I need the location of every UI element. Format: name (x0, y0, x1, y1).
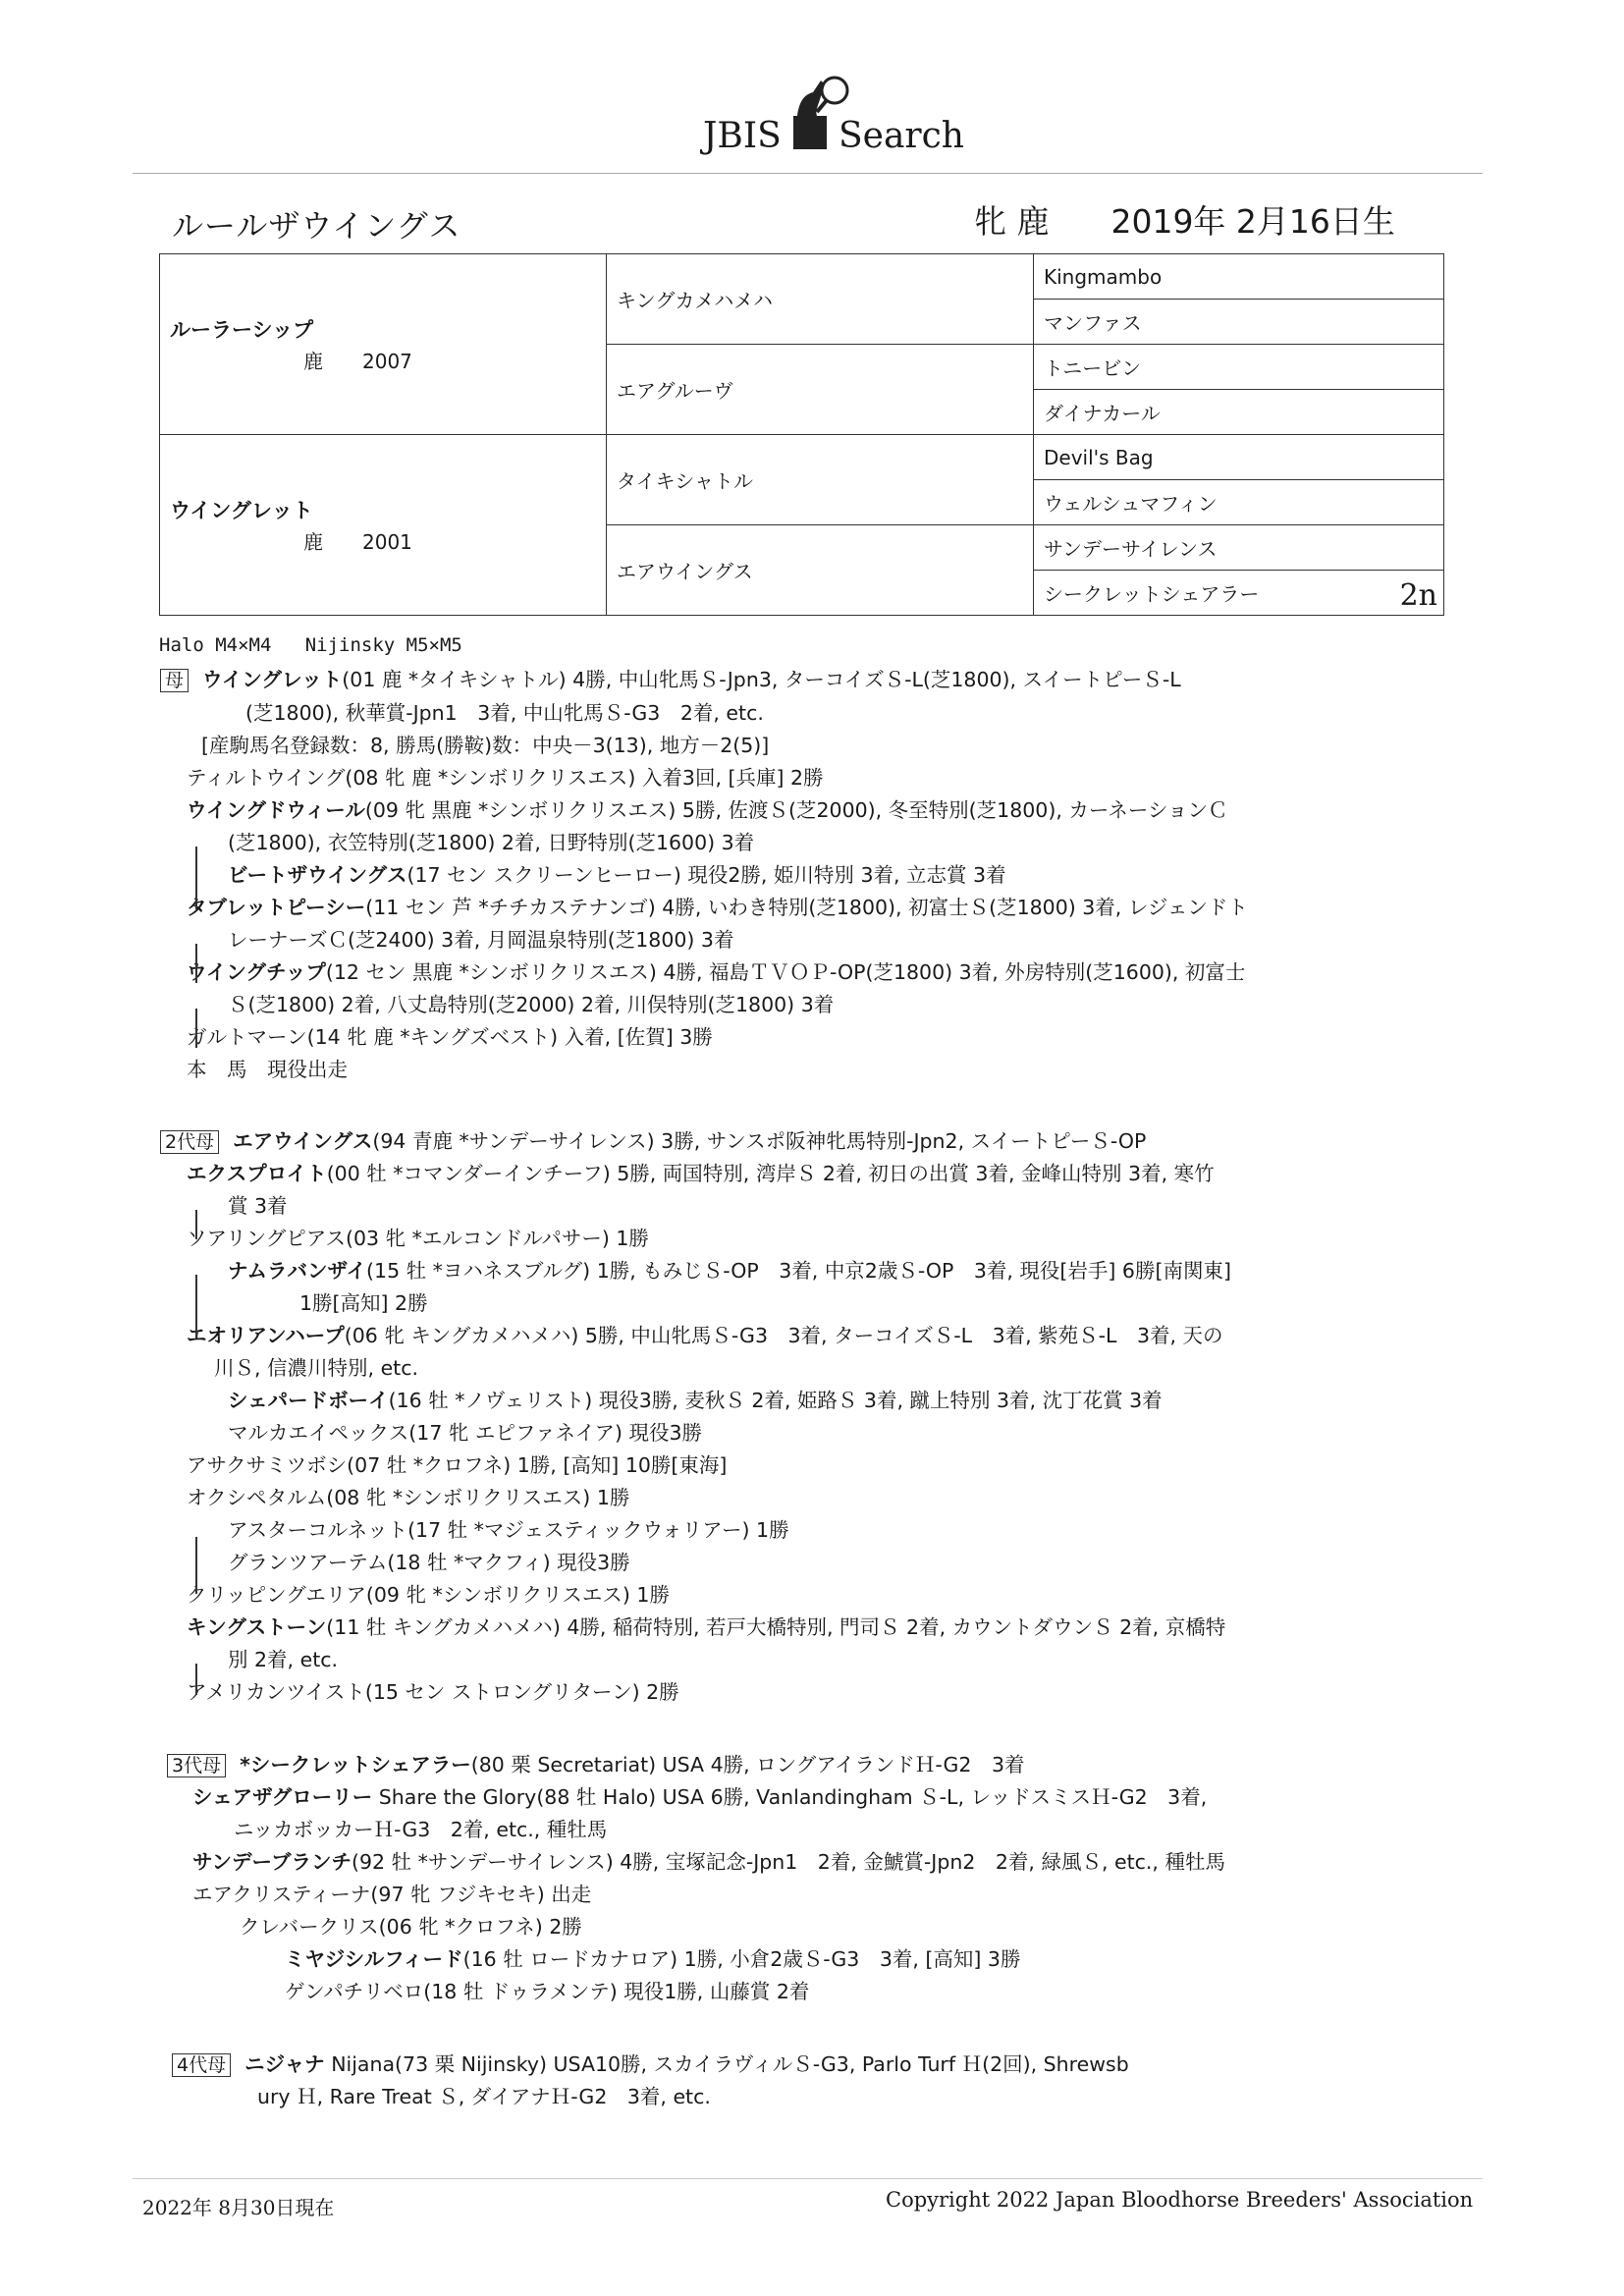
family-line (201, 732, 769, 759)
family-line (228, 829, 754, 856)
branch-bar (195, 1275, 197, 1338)
family-line (228, 1419, 702, 1447)
family-line (228, 1387, 1163, 1414)
logo-text-search: Search (839, 116, 964, 156)
horse-name-bold: キングストーン (187, 1615, 327, 1639)
family-line (228, 991, 834, 1018)
logo-text-jbis: JBIS (703, 116, 782, 156)
horse-name-bold: シェアザグローリー (192, 1785, 373, 1809)
record-text: (15 牡 *ヨハネスブルグ) 1勝, もみじＳ-OP 3着, 中京2歳Ｓ-OP 3着, 現役[岩手] 6勝[南関東] (366, 1259, 1231, 1283)
family-line (187, 894, 1248, 921)
family-line (285, 1945, 1020, 1973)
record-text: 1勝[高知] 2勝 (299, 1291, 428, 1315)
family-line (187, 1613, 1225, 1641)
record-text: (06 牝 キングカメハメハ) 5勝, 中山牝馬Ｓ-G3 3着, ターコイズＳ-L 3着, 紫苑Ｓ-L 3着, 天の (344, 1324, 1223, 1347)
branch-bar (195, 1537, 197, 1594)
record-text: (09 牝 黒鹿 *シンボリクリスエス) 5勝, 佐渡Ｓ(芝2000), 冬至特別(芝1800), カーネーションＣ (364, 798, 1228, 822)
family-line (187, 1484, 629, 1511)
sire-color-year: 鹿 2007 (303, 350, 412, 373)
dam-line-header (172, 2050, 1129, 2078)
record-text: 別 2着, etc. (228, 1648, 339, 1671)
pedigree-table (159, 253, 1444, 616)
horse-name-bold: ビートザウイングス (228, 863, 407, 887)
family-line (228, 861, 1006, 889)
gen3-cell: ウェルシュマフィン (1034, 480, 1444, 525)
record-text: クレバークリス(06 牝 *クロフネ) 2勝 (240, 1915, 582, 1939)
family-line (187, 1678, 679, 1706)
family-line (245, 699, 764, 727)
record-text: (12 セン 黒鹿 *シンボリクリスエス) 4勝, 福島ＴＶＯＰ-OP(芝1800) 3着, 外房特別(芝1600), 初富士 (325, 960, 1246, 984)
inbreeding-note: Halo M4×M4 Nijinsky M5×M5 (159, 634, 462, 656)
family-line (192, 1881, 591, 1908)
dam-name: ウイングレット (170, 499, 313, 522)
record-text: (11 セン 芦 *チチカステナンゴ) 4勝, いわき特別(芝1800), 初富士Ｓ(芝1800) 3着, レジェンドト (365, 896, 1248, 919)
record-text: ティルトウイング(08 牝 鹿 *シンボリクリスエス) 入着3回, [兵庫] 2勝 (187, 766, 824, 790)
family-line (228, 1549, 630, 1576)
gen3-cell: ダイナカール (1034, 390, 1444, 435)
jbis-search-logo (699, 61, 964, 159)
generation-tag: 母 (160, 669, 189, 692)
record-text: (00 牡 *コマンダーインチーフ) 5勝, 両国特別, 湾岸Ｓ 2着, 初日の出賞 3着, 金峰山特別 3着, 寒竹 (326, 1162, 1215, 1185)
record-text: ゲンパチリベロ(18 牡 ドゥラメンテ) 現役1勝, 山藤賞 2着 (285, 1980, 810, 2003)
horse-name-bold: ミヤジシルフィード (285, 1947, 463, 1971)
family-line (285, 1978, 809, 2005)
header-divider (133, 173, 1483, 174)
horse-sex-birth (974, 196, 1395, 243)
family-line (299, 1289, 428, 1317)
family-line (228, 1646, 338, 1673)
sire-cell (160, 254, 607, 435)
record-text: (芝1800), 衣笠特別(芝1800) 2着, 日野特別(芝1600) 3着 (228, 831, 755, 854)
record-text: ニッカボッカーＨ-G3 2着, etc., 種牡馬 (234, 1818, 608, 1841)
record-text: アスターコルネット(17 牡 *マジェスティックウォリアー) 1勝 (228, 1518, 789, 1542)
horse-name-bold: エオリアンハープ (187, 1324, 345, 1347)
generation-tag: 3代母 (167, 1754, 226, 1777)
gen3-cell: マンファス (1034, 300, 1444, 345)
record-text: Nijana(73 栗 Nijinsky) USA10勝, スカイラヴィルＳ-G3, Parlo Turf Ｈ(2回), Shrewsb (324, 2052, 1129, 2076)
family-line (192, 1848, 1225, 1876)
horse-name-bold: ウイングチップ (187, 960, 326, 984)
branch-bar (195, 1210, 197, 1239)
dam-line-header (167, 1751, 1025, 1778)
horse-name-bold: ウイングドウィール (187, 798, 365, 822)
record-text: (17 セン スクリーンヒーロー) 現役2勝, 姫川特別 3着, 立志賞 3着 (406, 863, 1006, 887)
record-text: (芝1800), 秋華賞-Jpn1 3着, 中山牝馬Ｓ-G3 2着, etc. (245, 701, 764, 725)
dam-line-header (160, 1127, 1146, 1155)
branch-bar (195, 1664, 197, 1695)
record-text: クリッピングエリア(09 牝 *シンボリクリスエス) 1勝 (187, 1583, 670, 1607)
gen3-cell: サンデーサイレンス (1034, 525, 1444, 571)
family-line (187, 796, 1228, 824)
record-text: ury Ｈ, Rare Treat Ｓ, ダイアナＨ-G2 3着, etc. (257, 2085, 711, 2108)
family-line (187, 1451, 727, 1479)
record-text: (94 青鹿 *サンデーサイレンス) 3勝, サンスポ阪神牝馬特別-Jpn2, スイートピーＳ-OP (372, 1129, 1147, 1153)
record-text: ガルトマーン(14 牝 鹿 *キングズベスト) 入着, [佐賀] 3勝 (187, 1025, 713, 1049)
record-text: (01 鹿 *タイキシャトル) 4勝, 中山牝馬Ｓ-Jpn3, ターコイズＳ-L(芝1800), スイートピーＳ-L (342, 668, 1181, 691)
sire-name: ルーラーシップ (170, 318, 314, 342)
family-line (257, 2083, 711, 2110)
family-line (187, 764, 824, 792)
horse-name-bold: タブレットピーシー (187, 896, 366, 919)
family-line (214, 1354, 418, 1382)
cross-mark: 2n (1399, 578, 1437, 613)
record-text: オクシペタルム(08 牝 *シンボリクリスエス) 1勝 (187, 1486, 630, 1509)
horse-name: ルールザウイングス (172, 207, 461, 245)
as-of-date: 2022年 8月30日現在 (142, 2196, 335, 2219)
gen2-dam-sire: タイキシャトル (607, 435, 1034, 525)
record-text: Share the Glory(88 牡 Halo) USA 6勝, Vanlandingham Ｓ-L, レッドスミスＨ-G2 3着, (372, 1785, 1208, 1809)
family-line (228, 1516, 789, 1544)
family-line (187, 1581, 670, 1609)
record-text: ソアリングピアス(03 牝 *エルコンドルパサー) 1勝 (187, 1227, 649, 1250)
record-text: アサクサミツボシ(07 牡 *クロフネ) 1勝, [高知] 10勝[東海] (187, 1453, 728, 1477)
dam-line-header (160, 666, 1181, 693)
gen3-cell: トニービン (1034, 345, 1444, 390)
dam-color-year: 鹿 2001 (303, 530, 412, 554)
generation-tag: 4代母 (172, 2053, 231, 2077)
branch-bar (195, 944, 197, 983)
family-line (228, 926, 733, 954)
record-text: 賞 3着 (228, 1194, 288, 1218)
record-text: Ｓ(芝1800) 2着, 八丈島特別(芝2000) 2着, 川俣特別(芝1800) 3着 (228, 993, 835, 1016)
record-text: (16 牡 ロードカナロア) 1勝, 小倉2歳Ｓ-G3 3着, [高知] 3勝 (462, 1947, 1021, 1971)
record-text: (11 牡 キングカメハメハ) 4勝, 稲荷特別, 若戸大橋特別, 門司Ｓ 2着, カウントダウンＳ 2着, 京橋特 (326, 1615, 1226, 1639)
family-line (228, 1192, 288, 1220)
horse-name-bold: エアウイングス (233, 1129, 373, 1153)
gen3-cell: Devil's Bag (1034, 435, 1444, 480)
record-text: [産駒馬名登録数：8, 勝馬(勝鞍)数：中央－3(13), 地方－2(5)] (201, 734, 770, 757)
horse-name-bold: *シークレットシェアラー (240, 1753, 471, 1777)
family-line (187, 1322, 1223, 1349)
family-line (234, 1816, 607, 1843)
family-line (187, 1023, 713, 1051)
horse-name-bold: ナムラバンザイ (228, 1259, 367, 1283)
record-text: グランツアーテム(18 牡 *マクフィ) 現役3勝 (228, 1551, 630, 1574)
footer-divider (133, 2178, 1483, 2179)
gen3-name: シークレットシェアラー (1044, 582, 1260, 606)
record-text: (16 牡 *ノヴェリスト) 現役3勝, 麦秋Ｓ 2着, 姫路Ｓ 3着, 蹴上特別 3着, 沈丁花賞 3着 (388, 1389, 1163, 1412)
gen2-sire-dam: エアグルーヴ (607, 345, 1034, 435)
horse-name-bold: シェパードボーイ (228, 1389, 389, 1412)
family-line (187, 1160, 1215, 1187)
gen2-sire-sire: キングカメハメハ (607, 254, 1034, 345)
dam-cell (160, 435, 607, 616)
gen3-cell: Kingmambo (1034, 254, 1444, 300)
sex-color: 牝 鹿 (974, 202, 1050, 241)
branch-bar (195, 847, 197, 909)
generation-tag: 2代母 (160, 1130, 219, 1154)
copyright: Copyright 2022 Japan Bloodhorse Breeders' Association (886, 2188, 1474, 2212)
gen3-cell-last (1034, 571, 1444, 616)
family-line (187, 958, 1245, 986)
record-text: 本 馬 現役出走 (187, 1058, 348, 1081)
record-text: マルカエイペックス(17 牝 エピファネイア) 現役3勝 (228, 1421, 703, 1445)
record-text: (92 牡 *サンデーサイレンス) 4勝, 宝塚記念-Jpn1 2着, 金鯱賞-Jpn2 2着, 緑風Ｓ, etc., 種牡馬 (351, 1850, 1225, 1874)
branch-bar (195, 1009, 197, 1048)
family-line (240, 1913, 582, 1941)
horse-name-bold: エクスプロイト (187, 1162, 327, 1185)
record-text: エアクリスティーナ(97 牝 フジキセキ) 出走 (192, 1883, 592, 1906)
horse-name-bold: ニジャナ (244, 2052, 325, 2076)
horse-name-bold: ウイングレット (202, 668, 343, 691)
record-text: 川Ｓ, 信濃川特別, etc. (214, 1356, 419, 1380)
record-text: アメリカンツイスト(15 セン ストロングリターン) 2勝 (187, 1680, 679, 1704)
family-line (228, 1257, 1231, 1285)
gen2-dam-dam: エアウイングス (607, 525, 1034, 616)
record-text: レーナーズＣ(芝2400) 3着, 月岡温泉特別(芝1800) 3着 (228, 928, 734, 952)
family-line (192, 1783, 1207, 1811)
family-line (187, 1225, 649, 1252)
birth-date: 2019年 2月16日生 (1110, 202, 1395, 241)
family-line (187, 1056, 348, 1083)
horse-name-bold: サンデーブランチ (192, 1850, 352, 1874)
record-text: (80 栗 Secretariat) USA 4勝, ロングアイランドＨ-G2 3着 (470, 1753, 1025, 1777)
